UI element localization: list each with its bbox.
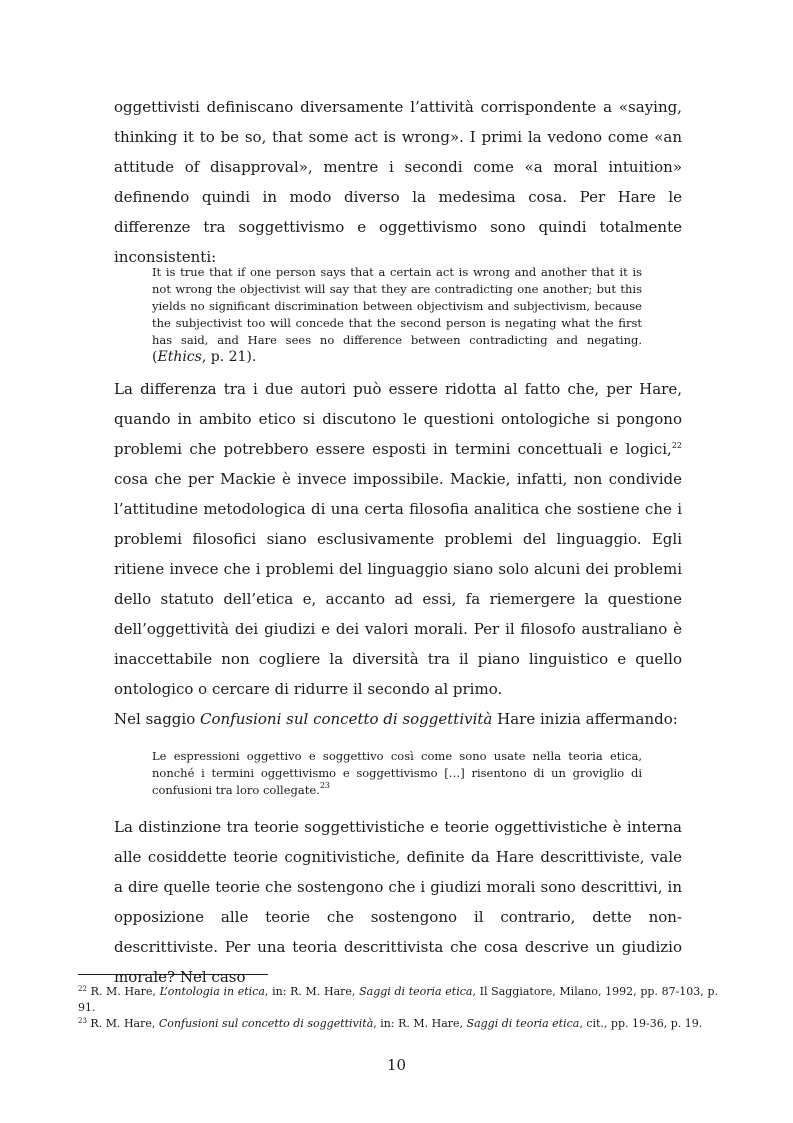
paragraph-2: La differenza tra i due autori può essere ridotta al fatto che, per Hare, quando in ambito etico si discutono le questioni ontologiche si pongono problemi che potrebbero essere esposti in termini concettuali e logici,$^{22}$ cosa che per Mackie è invece impossibile. Mackie, infatti, non condivide l’attitudine metodologica di una certa filosofia analitica che sostiene che i problemi filosofici siano esclusivamente problemi del linguaggio. Egli ritiene invece che i problemi del linguaggio siano solo alcuni dei problemi dello statuto dell’etica e, accanto ad essi, fa riemergere la questione dell’oggettività dei giudizi e dei valori morali. Per il filosofo australiano è inaccettabile non cogliere la diversità tra il piano linguistico e quello ontologico o cercare di ridurre il secondo al primo. Nel saggio Confusioni sul concetto di soggettività Hare inizia affermando: — [114, 374, 682, 734]
footnote-ref-22[interactable]: 22 — [671, 441, 682, 450]
essay-title: Confusioni sul concetto di soggettività — [200, 710, 493, 728]
block-quote-1 — [152, 264, 642, 366]
paragraph-1: oggettivisti definiscano diversamente l’attività corrispondente a «saying, thinking it to be so, that some act is wrong». I primi la vedono come «an attitude of disapproval», mentre i secondi come «a moral intuition» definendo quindi in modo diverso la medesima cosa. Per Hare le differenze tra soggettivismo e oggettivismo sono quindi totalmente inconsistenti: — [114, 98, 682, 266]
paragraph-3: La distinzione tra teorie soggettivistiche e teorie oggettivistiche è interna alle cosiddette teorie cognitivistiche, definite da Hare descrittiviste, vale a dire quelle teorie che sostengono che i giudizi morali sono descrittivi, in opposizione alle teorie che sostengono il contrario, dette non-descrittiviste. Per una teoria descrittivista che cosa descrive un giudizio morale? Nel caso — [114, 818, 682, 986]
footnote-23: $^{23}$ R. M. Hare, Confusioni sul concetto di soggettività, in: R. M. Hare, Saggi di teoria etica, cit., pp. 19-36, p. 19. — [78, 1017, 703, 1030]
quote-1-reference: (Ethics, p. 21). — [152, 349, 257, 365]
footnote-separator — [78, 974, 268, 975]
reference-title-ethics: Ethics — [157, 349, 202, 365]
footnote-22: $^{22}$ R. M. Hare, L’ontologia in etica, in: R. M. Hare, Saggi di teoria etica, Il Saggiatore, Milano, 1992, pp. 87-103, p. 91. — [78, 985, 719, 1014]
quote-1-text: It is true that if one person says that a certain act is wrong and another that it is not wrong the objectivist will say that they are contradicting one another; but this yields no significant discrimination between objectivism and subjectivism, because the subjectivist too will concede that the second person is negating what the first has said, and Hare sees no difference between contradicting and negating. — [152, 265, 642, 347]
paragraph-2-continuation: Nel saggio Confusioni sul concetto di soggettività Hare inizia affermando: — [114, 710, 678, 728]
block-quote-2 — [152, 748, 642, 799]
quote-2-text: Le espressioni oggettivo e soggettivo così come sono usate nella teoria etica, nonché i termini oggettivismo e soggettivismo […] risentono di un groviglio di confusioni tra loro collegate. — [152, 749, 642, 797]
page-number: 10 — [386, 1056, 407, 1074]
footnote-ref-23[interactable]: 23 — [319, 781, 330, 790]
